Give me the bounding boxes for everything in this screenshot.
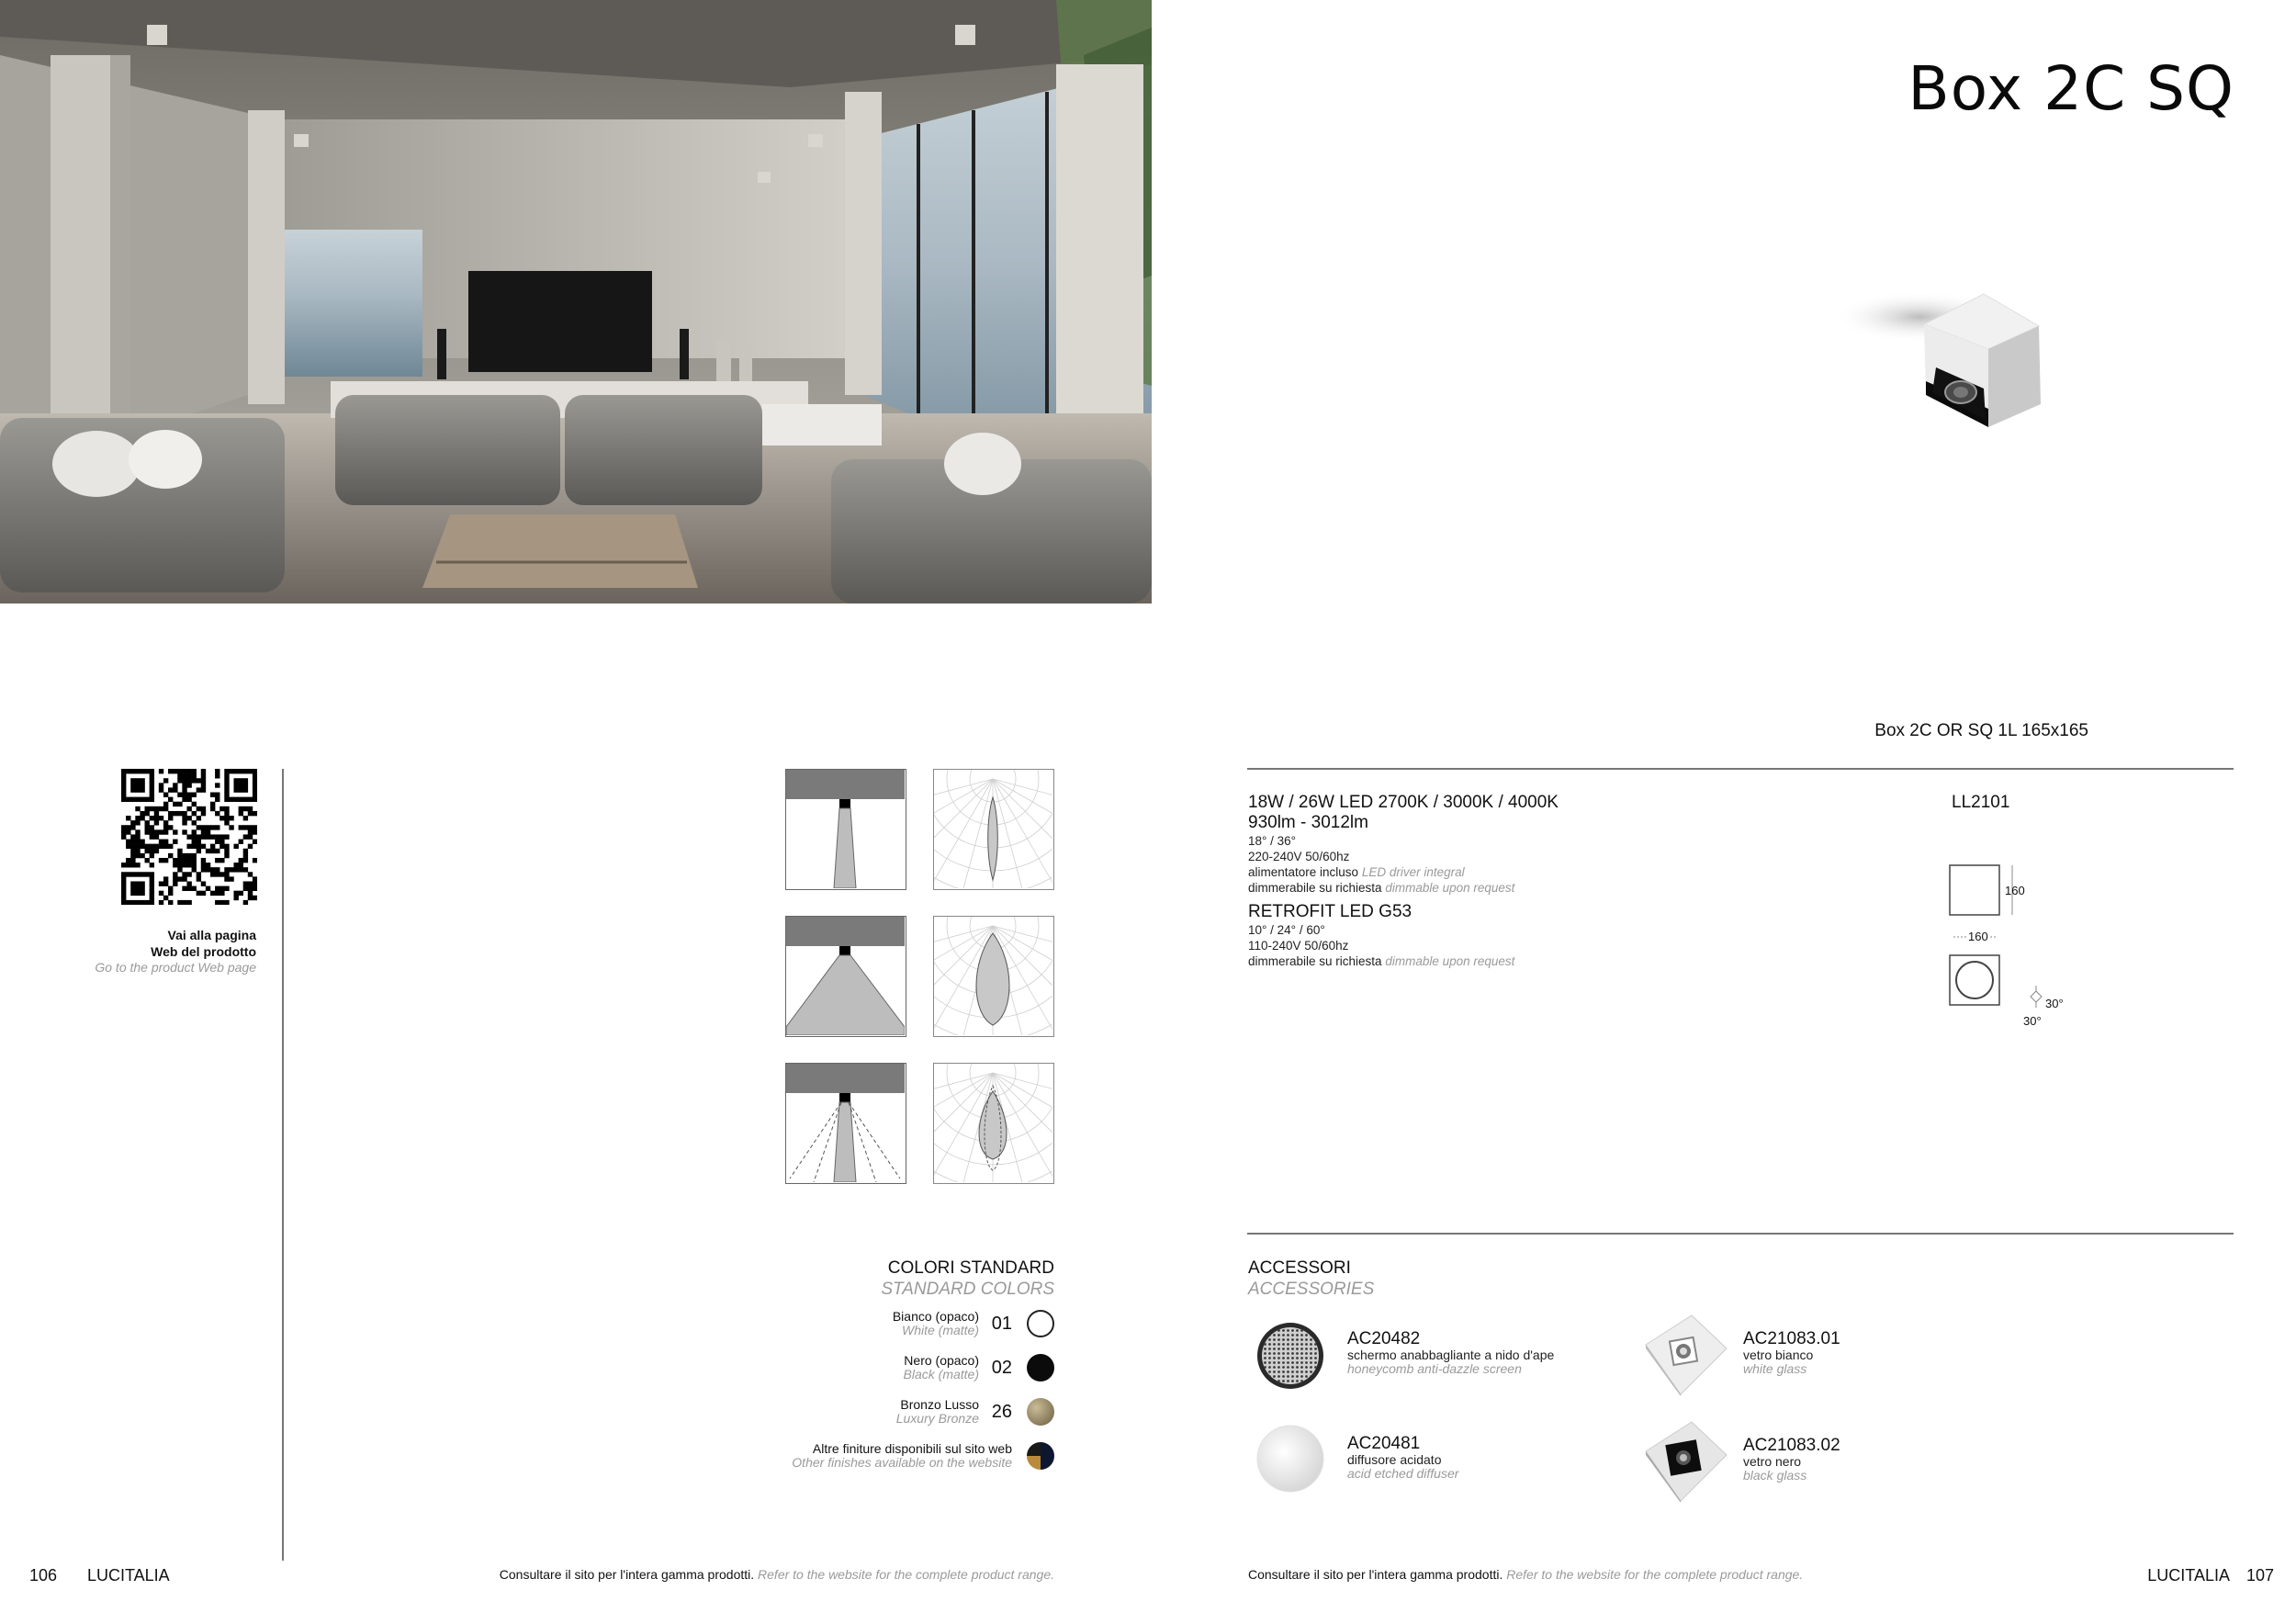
qr-caption <box>95 928 256 976</box>
spec-lumen: 930lm - 3012lm <box>1248 813 1368 832</box>
color-name-it: Nero (opaco) <box>904 1353 979 1368</box>
colors-heading <box>881 1257 1054 1300</box>
footer-note-it: Consultare il sito per l'intera gamma prodotti. <box>1248 1567 1503 1582</box>
spec-divider <box>1247 768 2234 770</box>
spec-voltage: 220-240V 50/60hz <box>1248 850 1350 863</box>
accessories-title-en: ACCESSORIES <box>1248 1280 1375 1299</box>
spec-retrofit-dim-en: dimmable upon request <box>1385 954 1515 968</box>
accessory-code: AC20482 <box>1347 1329 1421 1348</box>
accessories-title-it: ACCESSORI <box>1248 1258 1351 1278</box>
left-page-number: 106 <box>29 1566 58 1585</box>
accessory-desc-it: vetro bianco <box>1743 1348 1814 1362</box>
color-name-en: Luxury Bronze <box>895 1411 979 1426</box>
spec-driver-en: LED driver integral <box>1361 865 1465 879</box>
color-code: 26 <box>991 1402 1012 1422</box>
other-finishes-en: Other finishes available on the website <box>792 1455 1012 1470</box>
footer-note-en: Refer to the website for the complete product range. <box>758 1567 1054 1582</box>
beam-diagram-narrow <box>785 769 906 890</box>
accessory-ac21083-02[interactable] <box>1743 1437 1840 1483</box>
page-title: Box 2C SQ <box>1908 53 2234 124</box>
dimension-drawing <box>1948 863 2095 1047</box>
accessories-divider <box>1247 1233 2234 1235</box>
right-footer-note <box>1248 1567 1803 1582</box>
accessory-desc-en: black glass <box>1743 1468 1807 1483</box>
colors-title-en: STANDARD COLORS <box>881 1280 1054 1299</box>
color-swatch-bronze[interactable] <box>1027 1398 1054 1426</box>
spec-retrofit-dimmable <box>1248 953 1891 969</box>
beam-diagram-retrofit <box>785 1063 906 1184</box>
accessory-ac20482[interactable] <box>1347 1330 1554 1376</box>
color-name-en: White (matte) <box>901 1323 979 1337</box>
accessory-image-diffuser <box>1254 1422 1327 1495</box>
interior-photo <box>0 0 1152 603</box>
accessory-desc-it: schermo anabbagliante a nido d'ape <box>1347 1348 1555 1362</box>
color-swatch-white[interactable] <box>1027 1310 1054 1337</box>
qr-line3: Go to the product Web page <box>95 960 256 975</box>
dim-width: 160 <box>1968 930 1988 943</box>
spec-driver <box>1248 864 1891 880</box>
polar-diagram-wide <box>933 916 1054 1037</box>
accessory-desc-it: diffusore acidato <box>1347 1452 1442 1467</box>
color-swatch-other[interactable] <box>1027 1442 1054 1470</box>
accessory-image-honeycomb <box>1254 1319 1327 1393</box>
left-footer-note <box>500 1567 1054 1582</box>
footer-note-en: Refer to the website for the complete product range. <box>1506 1567 1804 1582</box>
left-brand: LUCITALIA <box>87 1566 170 1585</box>
color-name-it: Bianco (opaco) <box>892 1309 979 1324</box>
qr-code[interactable] <box>121 769 257 905</box>
spec-dim-it: dimmerabile su richiesta <box>1248 881 1382 895</box>
accessory-ac21083-01[interactable] <box>1743 1330 1840 1376</box>
beam-diagram-wide <box>785 916 906 1037</box>
spec-dim-en: dimmable upon request <box>1385 881 1515 895</box>
specs-block <box>1248 793 1891 969</box>
accessory-code: AC21083.02 <box>1743 1436 1840 1455</box>
color-swatch-black[interactable] <box>1027 1354 1054 1382</box>
right-brand: LUCITALIA <box>2147 1566 2230 1585</box>
colors-title-it: COLORI STANDARD <box>887 1258 1054 1278</box>
color-name-it: Bronzo Lusso <box>900 1397 979 1412</box>
spec-dimmable <box>1248 880 1891 896</box>
accessory-image-black-glass <box>1644 1418 1728 1503</box>
spec-driver-it: alimentatore incluso <box>1248 865 1359 879</box>
color-row-bronze <box>779 1394 1054 1431</box>
polar-diagram-narrow <box>933 769 1054 890</box>
color-code: 02 <box>991 1358 1012 1378</box>
polar-diagram-retrofit <box>933 1063 1054 1184</box>
other-finishes-it: Altre finiture disponibili sul sito web <box>812 1441 1012 1456</box>
accessory-code: AC20481 <box>1347 1434 1421 1453</box>
color-name-en: Black (matte) <box>903 1367 979 1382</box>
spec-angles: 18° / 36° <box>1248 834 1297 848</box>
accessory-image-white-glass <box>1644 1312 1728 1396</box>
spec-power: 18W / 26W LED 2700K / 3000K / 4000K <box>1248 793 1559 812</box>
accessory-desc-en: white glass <box>1743 1361 1807 1376</box>
left-divider <box>282 769 284 1561</box>
dim-tilt-a: 30° <box>2045 997 2064 1010</box>
color-row-white <box>779 1306 1054 1343</box>
color-code: 01 <box>991 1314 1012 1334</box>
dim-height: 160 <box>2005 884 2025 897</box>
spec-retrofit-title: RETROFIT LED G53 <box>1248 902 1412 921</box>
spec-retrofit-dim-it: dimmerabile su richiesta <box>1248 954 1382 968</box>
spec-retrofit-angles: 10° / 24° / 60° <box>1248 923 1325 937</box>
accessory-desc-en: honeycomb anti-dazzle screen <box>1347 1361 1522 1376</box>
dim-tilt-b: 30° <box>2023 1014 2042 1028</box>
accessory-desc-en: acid etched diffuser <box>1347 1466 1459 1481</box>
accessories-heading <box>1248 1257 1374 1300</box>
accessory-ac20481[interactable] <box>1347 1435 1458 1481</box>
qr-line1: Vai alla pagina <box>167 928 256 942</box>
qr-line2: Web del prodotto <box>151 943 256 959</box>
right-page-number: 107 <box>2245 1566 2274 1585</box>
product-name: Box 2C OR SQ 1L 165x165 <box>1874 721 2088 740</box>
accessory-code: AC21083.01 <box>1743 1329 1840 1348</box>
product-code: LL2101 <box>1952 793 2010 812</box>
footer-note-it: Consultare il sito per l'intera gamma prodotti. <box>499 1567 755 1582</box>
color-row-black <box>779 1350 1054 1387</box>
product-image <box>1837 280 2057 445</box>
accessory-desc-it: vetro nero <box>1743 1454 1802 1469</box>
color-row-other <box>687 1438 1054 1475</box>
spec-retrofit-voltage: 110-240V 50/60hz <box>1248 939 1349 953</box>
